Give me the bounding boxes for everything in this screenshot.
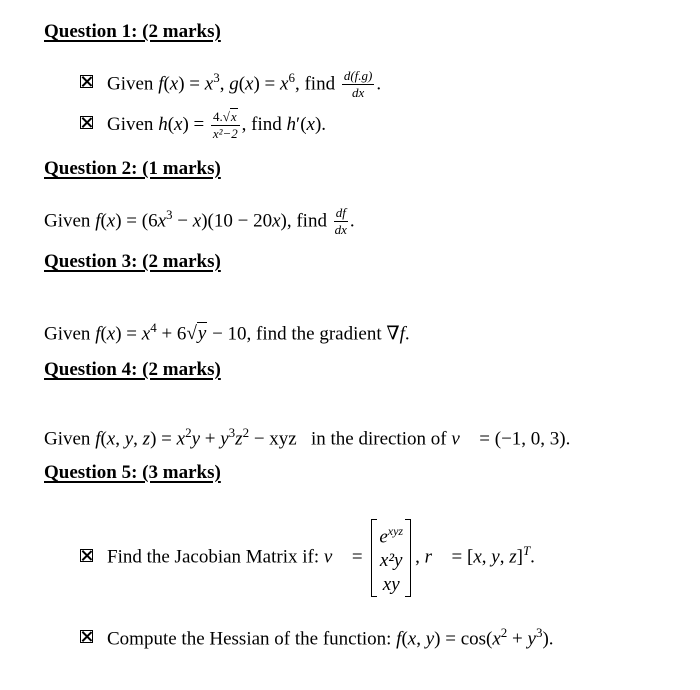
q5-item-2: Compute the Hessian of the function: f(x, $y) = \cos(x^2 + y^3)$.	[80, 621, 554, 651]
q1-item-1: Given $f(x) = x^3$, $g(x) = x^6$, find $\frac{d(f.g)}{dx}$ .	[80, 66, 381, 100]
checked-box-icon	[80, 75, 93, 88]
derivative-fraction: $\frac{d(f.g)}{dx}$	[343, 68, 373, 101]
q5-heading: Question 5: (3 marks)	[44, 462, 221, 483]
q5-item-1: Find the Jacobian Matrix if: v⃗ = $e^{xyz}$ x²y xy , r⃗ = [x, y, z]$^T$.	[80, 519, 535, 597]
q2-heading: Question 2: (1 marks)	[44, 158, 221, 179]
q3-question: Given $f(x) = x^4 + 6√y - 10$, find the gradient ∇f.	[44, 320, 410, 345]
q4-heading: Question 4: (2 marks)	[44, 359, 221, 380]
h-fraction: $\frac{4.√x}{\text{x²−2}}$	[212, 109, 238, 141]
checked-box-icon	[80, 116, 93, 129]
checked-box-icon	[80, 630, 93, 643]
q1-heading: Question 1: (2 marks)	[44, 21, 221, 42]
q2-question: Given $f(x) = (6x^3 - x)(10 - 20x)$, find $\frac{df}{dx}$ .	[44, 205, 355, 238]
derivative-fraction: $\frac{df}{dx}$	[334, 205, 347, 238]
q3-heading: Question 3: (2 marks)	[44, 251, 221, 272]
checked-box-icon	[80, 549, 93, 562]
q4-question: Given f(x, y, $z) = x^2y + y^3z^2$ − xyz in the direction of v⃗ = (−1, 0, 3).	[44, 425, 571, 450]
q1-item-2: Given h(x) = $\frac{4.√x}{\text{x²−2}}$ , find h′(x).	[80, 110, 326, 141]
jacobian-vector-matrix: $e^{xyz}$ x²y xy	[371, 519, 411, 597]
